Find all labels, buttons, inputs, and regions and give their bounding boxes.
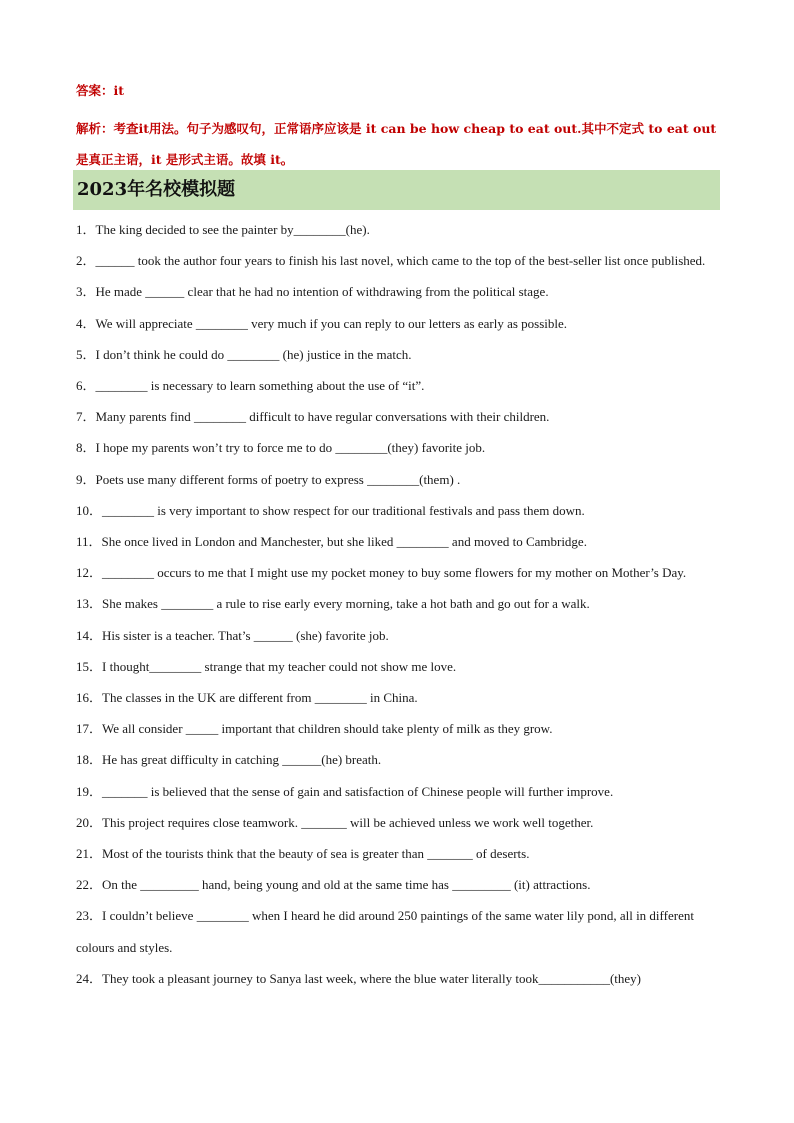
question-item: 6．________ is necessary to learn something about the use of “it”.: [76, 378, 425, 394]
question-item: 10．________ is very important to show respect for our traditional festivals and pass them down.: [76, 502, 585, 518]
question-item: 3．He made ______ clear that he had no intention of withdrawing from the political stage.: [76, 284, 549, 300]
question-item: 1．The king decided to see the painter by________(he).: [76, 222, 370, 237]
question-item: 14．His sister is a teacher. That’s ______ (she) favorite job.: [76, 627, 389, 643]
question-item: 7．Many parents find ________ difficult to have regular conversations with their children.: [76, 409, 550, 425]
question-item: 13．She makes ________ a rule to rise early every morning, take a hot bath and go out for a walk.: [76, 596, 590, 612]
question-item: 5．I don’t think he could do ________ (he) justice in the match.: [76, 346, 412, 362]
question-item: 15．I thought________ strange that my teacher could not show me love.: [76, 658, 457, 674]
question-item: 8．I hope my parents won’t try to force me to do ________(they) favorite job.: [76, 440, 486, 456]
question-item: 23．I couldn’t believe ________ when I heard he did around 250 paintings of the same water lily pond, all in different colours and styles.: [76, 908, 694, 955]
question-item: 11．She once lived in London and Manchester, but she liked ________ and moved to Cambridge.: [76, 534, 587, 550]
question-item: 21．Most of the tourists think that the beauty of sea is greater than _______ of deserts.: [76, 846, 530, 862]
question-item: 24．They took a pleasant journey to Sanya last week, where the blue water literally took___________(they): [76, 970, 641, 986]
analysis-paragraph: 解析：考查it用法。句子为感叹句，正常语序应该是 it can be how cheap to eat out.其中不定式 to eat out 是真正主语，it 是形式主语。故填 it。: [76, 121, 717, 167]
question-item: 4．We will appreciate ________ very much if you can reply to our letters as early as possible.: [76, 315, 568, 331]
question-item: 22．On the _________ hand, being young and old at the same time has _________ (it) attractions.: [76, 877, 591, 893]
question-item: 20．This project requires close teamwork. _______ will be achieved unless we work well together.: [76, 814, 594, 830]
question-item: 16．The classes in the UK are different from ________ in China.: [76, 690, 418, 706]
section-title: 2023年名校模拟题: [77, 179, 236, 200]
question-item: 9．Poets use many different forms of poetry to express ________(them) .: [76, 471, 461, 487]
answer-line: 答案：it: [76, 83, 125, 98]
question-item: 17．We all consider _____ important that children should take plenty of milk as they grow.: [76, 721, 553, 737]
question-item: 12．________ occurs to me that I might use my pocket money to buy some flowers for my mother on Mother’s Day.: [76, 565, 687, 581]
question-list: [76, 214, 720, 994]
question-item: 2．______ took the author four years to finish his last novel, which came to the top of the best-seller list once published.: [76, 253, 706, 269]
question-item: 19．_______ is believed that the sense of gain and satisfaction of Chinese people will further improve.: [76, 783, 614, 799]
section-heading-bar: [73, 170, 720, 210]
question-item: 18．He has great difficulty in catching ______(he) breath.: [76, 752, 382, 768]
